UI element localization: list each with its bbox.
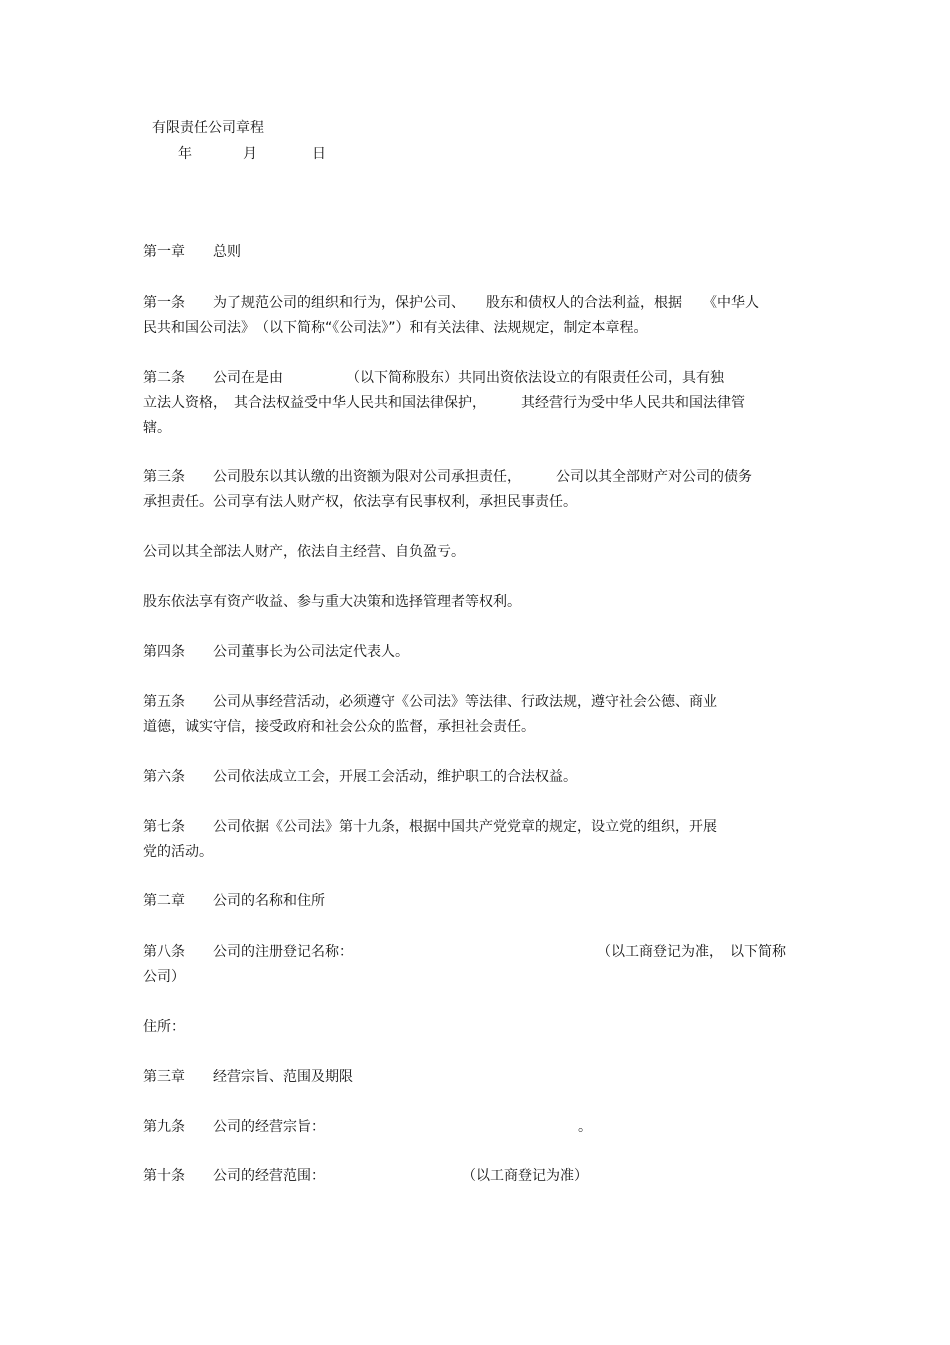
article-3-line-1: 第三条 公司股东以其认缴的出资额为限对公司承担责任， 公司以其全部财产对公司的债务: [143, 469, 752, 485]
chapter-3-heading: 第三章 经营宗旨、范围及期限: [143, 1069, 353, 1085]
article-4: 第四条 公司董事长为公司法定代表人。: [143, 644, 409, 660]
chapter-2-heading: 第二章 公司的名称和住所: [143, 893, 325, 909]
date-month: 月: [243, 146, 257, 162]
date-day: 日: [312, 146, 326, 162]
article-2-line-2: 立法人资格， 其合法权益受中华人民共和国法律保护， 其经营行为受中华人民共和国法律管: [143, 395, 745, 411]
article-8-line-2: 公司）: [143, 969, 185, 985]
article-2-line-1: 第二条 公司在是由 （以下简称股东）共同出资依法设立的有限责任公司，具有独: [143, 370, 724, 386]
article-5-line-1: 第五条 公司从事经营活动，必须遵守《公司法》等法律、行政法规，遵守社会公德、商业: [143, 694, 717, 710]
paragraph-property: 公司以其全部法人财产，依法自主经营、自负盈亏。: [143, 544, 465, 560]
article-8-line-1-end: （以工商登记为准， 以下简称: [597, 944, 786, 960]
article-3-line-2: 承担责任。公司享有法人财产权，依法享有民事权利，承担民事责任。: [143, 494, 577, 510]
date-year: 年: [178, 146, 192, 162]
article-6: 第六条 公司依法成立工会，开展工会活动，维护职工的合法权益。: [143, 769, 577, 785]
article-10-end: （以工商登记为准）: [462, 1168, 588, 1184]
article-8-line-1-start: 第八条 公司的注册登记名称：: [143, 944, 353, 960]
chapter-1-heading: 第一章 总则: [143, 244, 241, 260]
address-label: 住所：: [143, 1019, 185, 1035]
article-9-end: 。: [578, 1119, 592, 1135]
article-5-line-2: 道德，诚实守信，接受政府和社会公众的监督，承担社会责任。: [143, 719, 535, 735]
article-7-line-1: 第七条 公司依据《公司法》第十九条，根据中国共产党党章的规定，设立党的组织，开展: [143, 819, 717, 835]
article-7-line-2: 党的活动。: [143, 844, 213, 860]
article-2-line-3: 辖。: [143, 420, 171, 436]
article-9-start: 第九条 公司的经营宗旨：: [143, 1119, 325, 1135]
document-title: 有限责任公司章程: [152, 120, 264, 136]
paragraph-shareholder-rights: 股东依法享有资产收益、参与重大决策和选择管理者等权利。: [143, 594, 521, 610]
article-10-start: 第十条 公司的经营范围：: [143, 1168, 325, 1184]
article-1-line-2: 民共和国公司法》 （以下简称“《公司法》”）和有关法律、法规规定，制定本章程。: [143, 320, 648, 336]
article-1-line-1: 第一条 为了规范公司的组织和行为，保护公司、 股东和债权人的合法利益，根据 《中华人: [143, 295, 759, 311]
